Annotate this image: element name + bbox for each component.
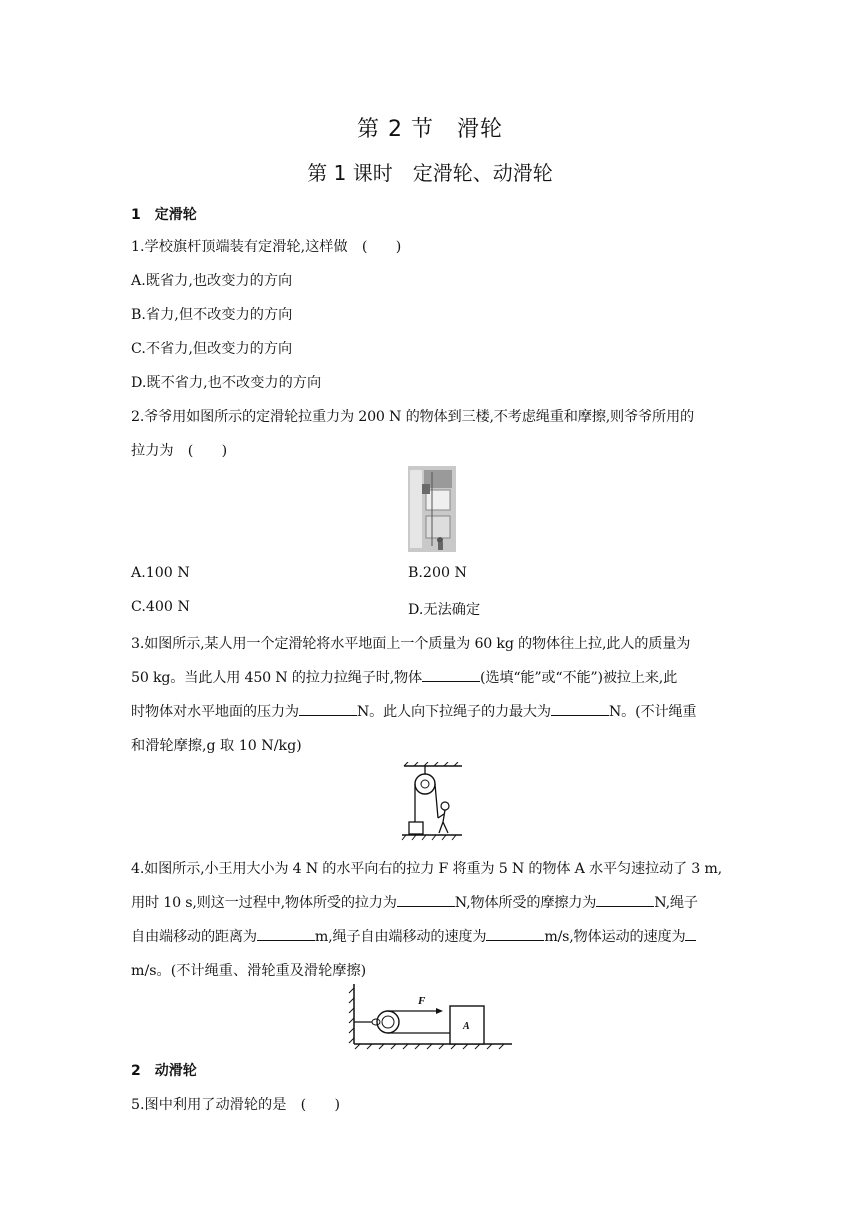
q2-stem-line1: 2.爷爷用如图所示的定滑轮拉重力为 200 N 的物体到三楼,不考虑绳重和摩擦,则爷爷所用的 xyxy=(131,409,694,425)
answer-blank[interactable] xyxy=(422,669,480,682)
block-label: A xyxy=(463,1021,470,1032)
q2-option-b: B.200 N xyxy=(408,565,467,581)
answer-blank[interactable] xyxy=(299,703,357,716)
q4-line2: 用时 10 s,则这一过程中,物体所受的拉力为 N,物体所受的摩擦力为 N,绳子 xyxy=(131,895,698,911)
q5-stem: 5.图中利用了动滑轮的是 ( ) xyxy=(131,1097,341,1113)
q2-option-c: C.400 N xyxy=(131,599,190,615)
answer-blank[interactable] xyxy=(685,928,696,941)
q2-stem-line2: 拉力为 ( ) xyxy=(131,443,228,459)
q1-stem: 1.学校旗杆顶端装有定滑轮,这样做 ( ) xyxy=(131,239,402,255)
force-label: F xyxy=(418,995,426,1007)
part2-heading: 2 动滑轮 xyxy=(131,1063,197,1079)
q4-line3: 自由端移动的距离为 m,绳子自由端移动的速度为 m/s,物体运动的速度为 xyxy=(131,926,731,946)
answer-blank[interactable] xyxy=(486,928,544,941)
section-title: 第 2 节 滑轮 xyxy=(357,117,503,142)
answer-blank[interactable] xyxy=(397,894,455,907)
q1-option-a: A.既省力,也改变力的方向 xyxy=(131,273,293,289)
q4-line1: 4.如图所示,小王用大小为 4 N 的水平向右的拉力 F 将重为 5 N 的物体 A 水平匀速拉动了 3 m, xyxy=(131,861,722,877)
q3-line4: 和滑轮摩擦,g 取 10 N/kg) xyxy=(131,738,302,754)
answer-blank[interactable] xyxy=(596,894,654,907)
q2-photo-figure xyxy=(408,466,456,552)
answer-blank[interactable] xyxy=(551,703,609,716)
q1-option-b: B.省力,但不改变力的方向 xyxy=(131,307,293,323)
q3-line2: 50 kg。当此人用 450 N 的拉力拉绳子时,物体 (选填“能”或“不能”)被拉上来,此 xyxy=(131,670,678,686)
q1-option-c: C.不省力,但改变力的方向 xyxy=(131,341,293,357)
q4-pulley-figure xyxy=(346,984,516,1050)
lesson-title: 第 1 课时 定滑轮、动滑轮 xyxy=(307,161,553,185)
q4-line4: m/s。(不计绳重、滑轮重及滑轮摩擦) xyxy=(131,963,367,979)
q2-option-a: A.100 N xyxy=(131,565,190,581)
part1-heading: 1 定滑轮 xyxy=(131,207,197,223)
q2-option-d: D.无法确定 xyxy=(408,602,481,618)
q1-option-d: D.既不省力,也不改变力的方向 xyxy=(131,375,322,391)
q3-line1: 3.如图所示,某人用一个定滑轮将水平地面上一个质量为 60 kg 的物体往上拉,此人的质量为 xyxy=(131,636,691,652)
q3-line3: 时物体对水平地面的压力为 N。此人向下拉绳子的力最大为 N。(不计绳重 xyxy=(131,704,697,720)
q3-pulley-figure xyxy=(398,762,468,844)
answer-blank[interactable] xyxy=(257,928,315,941)
